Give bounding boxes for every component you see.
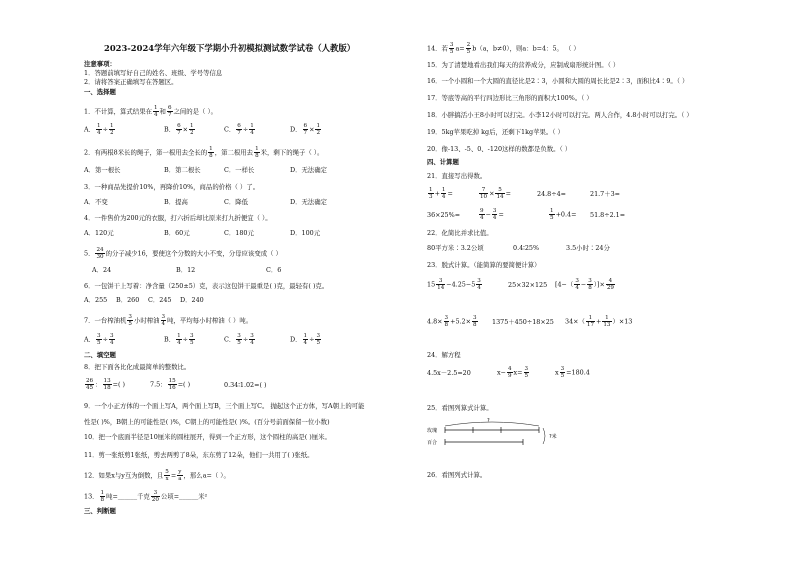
- question-19: 19．5kg苹果吃掉 kg后，还剩下1kg苹果。（ ）: [427, 128, 564, 136]
- q6-option-d[interactable]: D．240: [180, 296, 204, 304]
- note-1: 1．答题前填写好自己的姓名、班级、学号等信息: [84, 69, 223, 77]
- q4-option-d[interactable]: D．100元: [290, 229, 321, 237]
- q22-item-3: 3.5小时∶24分: [566, 244, 610, 252]
- q24-eq-1: 4.5x－2.5=20: [427, 369, 471, 377]
- q23-calc-6: 34×（ $\frac{1}{17}$ + $\frac{1}{13}$ ）×13: [565, 315, 633, 328]
- q7-option-a[interactable]: A． $\frac{3}{5}$ ÷ $\frac{3}{4}$: [84, 333, 114, 346]
- question-24: 24．解方程: [427, 351, 461, 359]
- q6-option-b[interactable]: B．260: [116, 296, 140, 304]
- q4-option-a[interactable]: A．120元: [84, 229, 114, 237]
- q2-option-c[interactable]: C．一样长: [224, 166, 255, 174]
- q7-option-b[interactable]: B． $\frac{1}{4}$ ÷ $\frac{3}{5}$: [164, 333, 194, 346]
- question-9-line1: 9．一个小正方体的一个面上写A，两个面上写B，三个面上写C。 抛起这个正方体，写A朝上的可能: [84, 402, 365, 410]
- section-judge: 三、判断题: [84, 507, 116, 515]
- q2-option-d[interactable]: D．无法确定: [290, 166, 328, 174]
- q25-line-diagram: [427, 416, 567, 458]
- question-23: 23．脱式计算。（能简算的要简便计算）: [427, 261, 541, 269]
- q24-eq-3: x $\frac{3}{5}$ =180.4: [555, 366, 590, 379]
- q21-calc-5: 36×25%=: [427, 211, 461, 219]
- question-7: 7．一台榨油机 $\frac{3}{5}$ 小时榨油 $\frac{3}{4}$ 吨，平均每小时榨油（ ）吨。: [84, 314, 253, 327]
- q23-calc-4: 4.8× $\frac{3}{8}$ +5.2× $\frac{3}{8}$: [427, 315, 477, 328]
- q8-item-1: $\frac{26}{45}$ ： $\frac{13}{18}$ =( ): [86, 378, 126, 391]
- q21-calc-7: $\frac{1}{5}$ +0.4=: [550, 208, 577, 221]
- question-15: 15．为了清楚地看出我们每天的营养成分，应制成扇形统计图。（ ）: [427, 61, 620, 69]
- question-16: 16．一个小圆和一个大圆的直径比是2∶3，小圆和大圆的周长比是2∶3，面积比4∶9。（ ）: [427, 77, 689, 85]
- q4-option-c[interactable]: C．180元: [224, 229, 254, 237]
- q21-calc-1: $\frac{1}{3}$ + $\frac{1}{4}$ =: [429, 187, 453, 200]
- fraction: $\frac{6}{7}$: [167, 105, 172, 118]
- question-25: 25．看图列算式计算。: [427, 404, 493, 412]
- question-2: 2．有两根8米长的绳子，第一根用去全长的 $\frac{1}{8}$ ，第二根用去 $\frac{1}{8}$ 米，剩下的绳子（ ）。: [84, 146, 324, 159]
- q1-option-d[interactable]: D． $\frac{6}{7}$ × $\frac{1}{2}$: [290, 123, 320, 136]
- q25-label-lily: 百合: [427, 440, 438, 446]
- question-14: 14．若 $\frac{3}{5}$ a= $\frac{2}{5}$ b（a，b≠0），则a：b=4：5。 （ ）: [427, 42, 580, 55]
- question-8: 8．把下面各比化成最简单的整数比。: [84, 363, 191, 371]
- question-4: 4．一件售价为200元的衣服，打六折后却比原来打九折便宜（ ）。: [84, 214, 272, 222]
- q25-label-right: ?米: [549, 434, 557, 440]
- q25-label-rose: 玫瑰: [427, 428, 438, 434]
- q25-label-top: ?: [487, 418, 490, 424]
- q4-option-b[interactable]: B．60元: [164, 229, 190, 237]
- question-26: 26．看图列式计算。: [427, 471, 487, 479]
- section-fill: 二、填空题: [84, 351, 116, 359]
- question-5: 5． $\frac{24}{30}$ 的分子减少16，要使这个分数的大小不变，分母应该变成（ ）: [84, 247, 282, 260]
- question-1: 1．不计算，算式结果在 $\frac{1}{4}$ 和 $\frac{6}{7}$ 之间的是（ ）。: [84, 105, 218, 118]
- q23-calc-3: [4−（ $\frac{3}{4}$ − $\frac{3}{8}$ ）]× $\frac{4}{29}$: [555, 278, 614, 291]
- question-22: 22．化简比并求比值。: [427, 229, 493, 237]
- question-9-line2: 性是( )%，B朝上的可能性是( )%，C朝上的可能性是( )%。(百分号前面保留一位小数): [84, 418, 330, 426]
- question-21: 21．直接写出得数。: [427, 172, 487, 180]
- q3-option-a[interactable]: A．不变: [84, 198, 108, 206]
- note-2: 2．请将答案正确填写在答题区。: [84, 78, 178, 86]
- q21-calc-8: 51.8÷2.1=: [590, 211, 626, 219]
- q3-option-c[interactable]: C．降低: [224, 198, 249, 206]
- section-calc: 四、计算题: [427, 158, 459, 166]
- q21-calc-3: 24.8÷4=: [537, 190, 567, 198]
- q3-option-b[interactable]: B．提高: [164, 198, 188, 206]
- q7-option-c[interactable]: C． $\frac{3}{5}$ ÷ $\frac{3}{4}$: [224, 333, 254, 346]
- question-17: 17．等底等高的平行四边形比三角形的面积大100%。（ ）: [427, 94, 593, 102]
- q23-calc-5: 1375＋450÷18×25: [492, 318, 554, 326]
- question-3: 3．一种商品先提价10%，再降价10%，商品的价格（ ）了。: [84, 183, 260, 191]
- question-6: 6．一包饼干上写着：净含量（250±5）克，表示这包饼干最重是( )克，最轻有( )克。: [84, 282, 329, 290]
- page-title: 2023-2024学年六年级下学期小升初模拟测试数学试卷（人教版）: [104, 43, 356, 53]
- question-12: 12．如果x与y互为倒数，且 $\frac{5}{x}$ = $\frac{y}{a}$ ，那么a=（ ）。: [84, 469, 230, 482]
- q21-calc-2: $\frac{7}{10}$ × $\frac{5}{14}$ =: [480, 187, 511, 200]
- q21-calc-4: 21.7＋3=: [590, 190, 621, 198]
- q5-option-b[interactable]: B．12: [176, 266, 196, 274]
- question-11: 11．剪一张纸剪1张纸，剪去两剪了8朵，东东剪了12朵，他们一共用了( )张纸。: [84, 451, 314, 459]
- q2-option-a[interactable]: A．第一根长: [84, 166, 121, 174]
- question-20: 20．像-13、-5、0、-120这样的数都是负数。（ ）: [427, 145, 572, 153]
- q5-option-c[interactable]: C．6: [266, 266, 282, 274]
- q23-calc-1: 15 $\frac{3}{14}$ −4.25−5 $\frac{3}{4}$: [427, 278, 481, 291]
- question-18: 18．小胖搞活小王8小时可以打完。小李12小时可以打完。两人合作，4.8小时可以打完。（ ）: [427, 111, 693, 119]
- q23-calc-2: 25×32×125: [508, 281, 548, 289]
- q24-eq-2: x− $\frac{4}{9}$ x= $\frac{3}{5}$: [497, 366, 529, 379]
- q8-item-3: 0.34∶1.02=( ): [224, 381, 267, 389]
- q21-calc-6: $\frac{9}{4}$ − $\frac{3}{4}$ =: [480, 208, 504, 221]
- question-10: 10．把一个底面半径是10厘米的圆柱展开，得到一个正方形，这个圆柱的高是( )厘米。: [84, 433, 331, 441]
- q2-option-b[interactable]: B．第二根长: [164, 166, 201, 174]
- q22-item-2: 0.4∶25%: [513, 244, 540, 252]
- q22-item-1: 80平方米∶3.2公顷: [427, 244, 484, 252]
- q8-item-2: 7.5： $\frac{15}{16}$ =( ): [150, 378, 191, 391]
- q3-option-d[interactable]: D．无法确定: [290, 198, 328, 206]
- q1-option-c[interactable]: C． $\frac{6}{7}$ ÷ $\frac{1}{4}$: [224, 123, 254, 136]
- notes-title: 注意事项：: [84, 60, 116, 68]
- q7-option-d[interactable]: D． $\frac{1}{4}$ ÷ $\frac{3}{5}$: [290, 333, 320, 346]
- section-choice: 一、选择题: [84, 88, 116, 96]
- question-13: 13． $\frac{1}{8}$ 吨=______千克 $\frac{3}{20}$ 公顷=______米²: [84, 490, 208, 503]
- q6-option-a[interactable]: A．255: [84, 296, 108, 304]
- q1-option-b[interactable]: B． $\frac{6}{7}$ × $\frac{1}{2}$: [164, 123, 194, 136]
- q1-option-a[interactable]: A． $\frac{1}{4}$ ÷ $\frac{1}{2}$: [84, 123, 114, 136]
- q5-option-a[interactable]: A．24: [92, 266, 112, 274]
- q6-option-c[interactable]: C．245: [148, 296, 172, 304]
- fraction: $\frac{1}{4}$: [153, 105, 158, 118]
